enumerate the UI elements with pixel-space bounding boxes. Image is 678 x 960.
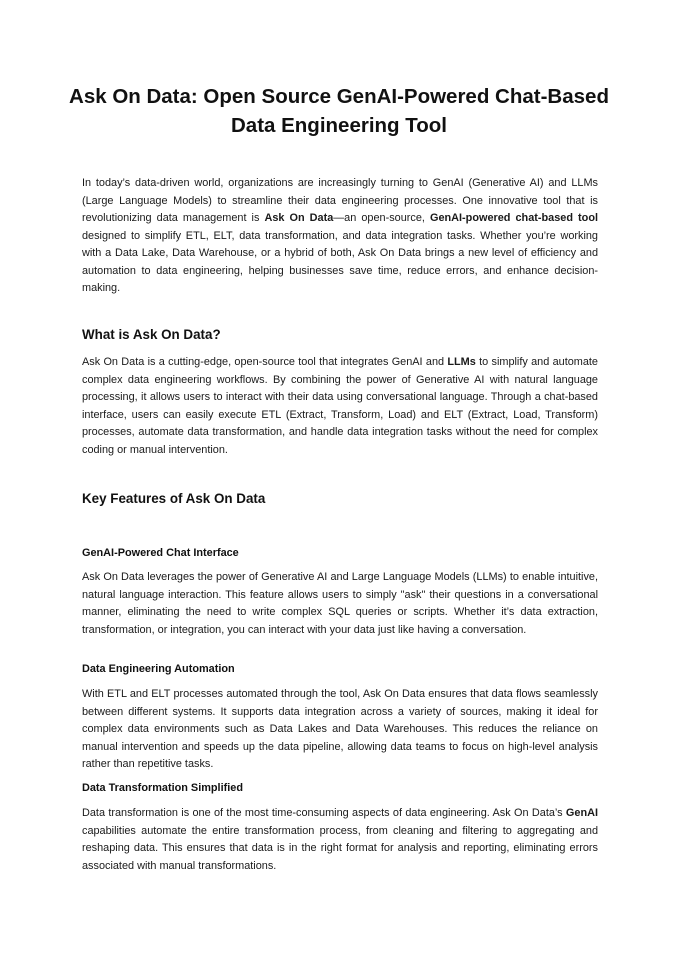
subheading-transformation: Data Transformation Simplified bbox=[82, 782, 243, 794]
intro-text-2: —an open-source, bbox=[333, 212, 430, 224]
what-is-text-1: Ask On Data is a cutting-edge, open-source tool that integrates GenAI and bbox=[82, 356, 448, 368]
intro-text-1: In today’s data-driven world, organizations are increasingly turning to GenAI (Generative AI) and LLMs (Large Language Models) to streamline their data engineering processes. One innovative tool that is revolutionizing data management is bbox=[82, 177, 598, 224]
page-title: Ask On Data: Open Source GenAI-Powered Chat-Based Data Engineering Tool bbox=[69, 85, 609, 137]
what-is-paragraph bbox=[82, 354, 598, 459]
transformation-text-1: Data transformation is one of the most time-consuming aspects of data engineering. Ask On Data’s bbox=[82, 807, 566, 819]
transformation-paragraph bbox=[82, 805, 598, 875]
chat-interface-paragraph: Ask On Data leverages the power of Generative AI and Large Language Models (LLMs) to enable intuitive, natural language interaction. This feature allows users to simply "ask" their questions in a conversational manner, eliminating the need to write complex SQL queries or scripts. Whether it’s data extraction, transformation, or integration, you can interact with your data just like having a conversation. bbox=[82, 571, 598, 636]
what-is-bold-llms: LLMs bbox=[447, 356, 476, 368]
transformation-bold-genai: GenAI bbox=[565, 807, 598, 819]
subheading-automation: Data Engineering Automation bbox=[82, 663, 235, 675]
section-heading-what-is: What is Ask On Data? bbox=[82, 327, 221, 342]
transformation-text-2: capabilities automate the entire transformation process, from cleaning and filtering to aggregating and reshaping data. This ensures that data is in the right format for analysis and reporting, eliminating errors associated with manual transformations. bbox=[82, 824, 598, 872]
intro-paragraph bbox=[82, 175, 598, 298]
section-heading-key-features: Key Features of Ask On Data bbox=[82, 491, 266, 506]
automation-paragraph: With ETL and ELT processes automated through the tool, Ask On Data ensures that data flows seamlessly between different systems. It supports data integration across a variety of sources, making it ideal for complex data environments such as Data Lakes and Data Warehouses. This reduces the reliance on manual intervention and speeds up the data pipeline, allowing data teams to focus on high-level analysis rather than repetitive tasks. bbox=[82, 688, 598, 770]
what-is-text-2: to simplify and automate complex data engineering workflows. By combining the power of Generative AI with natural language processing, it allows users to interact with their data using conversational language. Through a chat-based interface, users can easily execute ETL (Extract, Transform, Load) and ELT (Extract, Load, Transform) processes, automate data transformation, and handle data integration tasks without the need for complex coding or manual intervention. bbox=[82, 356, 598, 456]
subheading-chat-interface: GenAI-Powered Chat Interface bbox=[82, 547, 239, 559]
intro-text-3: designed to simplify ETL, ELT, data transformation, and data integration tasks. Whether you’re working with a Data Lake, Data Warehouse, or a hybrid of both, Ask On Data brings a new level of efficiency and automation to data engineering, helping businesses save time, reduce errors, and enhance decision-making. bbox=[82, 229, 598, 294]
intro-bold-ask-on-data: Ask On Data bbox=[264, 212, 334, 224]
intro-bold-genai-tool: GenAI-powered chat-based tool bbox=[429, 212, 599, 224]
